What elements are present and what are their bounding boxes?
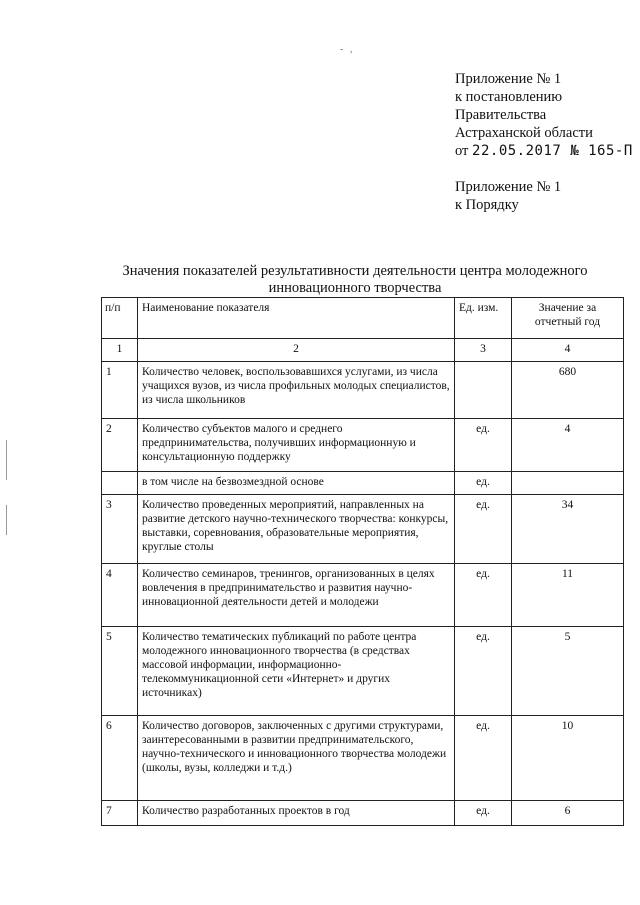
row-num: 7 xyxy=(102,801,138,826)
row-num: 5 xyxy=(102,627,138,716)
row-num: 2 xyxy=(102,419,138,472)
scan-edge-line xyxy=(6,505,7,535)
row-unit xyxy=(455,362,512,419)
indicators-table xyxy=(101,297,624,826)
row-name: Количество проведенных мероприятий, направленных на развитие детского научно-технического творчества: конкурсы, выставки, соревнования, образовательные мероприятия, круглые столы xyxy=(138,495,455,564)
row-name: Количество человек, воспользовавшихся услугами, из числа учащихся вузов, из числа профильных молодых специалистов, из числа школьников xyxy=(138,362,455,419)
row-unit: ед. xyxy=(455,419,512,472)
appendix-date-line xyxy=(455,142,633,160)
appendix-block xyxy=(455,70,633,214)
numbering-cell: 4 xyxy=(512,339,624,362)
table-row xyxy=(102,627,624,716)
table-numbering-row xyxy=(102,339,624,362)
row-unit: ед. xyxy=(455,801,512,826)
row-num: 3 xyxy=(102,495,138,564)
row-unit: ед. xyxy=(455,716,512,801)
table-header-row xyxy=(102,298,624,339)
row-unit: ед. xyxy=(455,472,512,495)
table-row xyxy=(102,801,624,826)
appendix-line: Правительства xyxy=(455,107,547,123)
row-name: в том числе на безвозмездной основе xyxy=(138,472,455,495)
row-name: Количество договоров, заключенных с другими структурами, заинтересованными в развитии предпринимательского, научно-технического и инновационного творчества молодежи (школы, вузы, колледжи и т.д.) xyxy=(138,716,455,801)
row-unit: ед. xyxy=(455,564,512,627)
appendix-line: к Порядку xyxy=(455,197,519,213)
table-row xyxy=(102,495,624,564)
row-value: 4 xyxy=(512,419,624,472)
appendix-line: к постановлению xyxy=(455,89,563,105)
row-num xyxy=(102,472,138,495)
numbering-cell: 2 xyxy=(138,339,455,362)
row-unit: ед. xyxy=(455,627,512,716)
document-title xyxy=(100,263,610,297)
row-value: 680 xyxy=(512,362,624,419)
row-value: 11 xyxy=(512,564,624,627)
row-name: Количество тематических публикаций по работе центра молодежного инновационного творчества (в средствах массовой информации, информационно-телекоммуникационной сети «Интернет» и других источниках) xyxy=(138,627,455,716)
row-name: Количество субъектов малого и среднего предпринимательства, получивших информационную и консультационную поддержку xyxy=(138,419,455,472)
header-value: Значение за отчетный год xyxy=(512,298,624,339)
row-num: 6 xyxy=(102,716,138,801)
row-value: 5 xyxy=(512,627,624,716)
appendix-line: Астраханской области xyxy=(455,125,593,141)
row-value xyxy=(512,472,624,495)
header-unit: Ед. изм. xyxy=(455,298,512,339)
row-name: Количество разработанных проектов в год xyxy=(138,801,455,826)
table-row xyxy=(102,564,624,627)
table-row xyxy=(102,419,624,472)
table-row xyxy=(102,362,624,419)
row-num: 1 xyxy=(102,362,138,419)
scan-edge-line xyxy=(6,440,7,480)
header-name: Наименование показателя xyxy=(138,298,455,339)
header-num: п/п xyxy=(102,298,138,339)
table-row xyxy=(102,716,624,801)
row-value: 10 xyxy=(512,716,624,801)
numbering-cell: 1 xyxy=(102,339,138,362)
table-row xyxy=(102,472,624,495)
row-value: 6 xyxy=(512,801,624,826)
appendix-date-prefix: от xyxy=(455,143,469,159)
appendix-line: Приложение № 1 xyxy=(455,71,562,87)
row-num: 4 xyxy=(102,564,138,627)
numbering-cell: 3 xyxy=(455,339,512,362)
title-line: Значения показателей результативности деятельности центра молодежного xyxy=(122,263,588,279)
appendix-line: Приложение № 1 xyxy=(455,179,562,195)
appendix-date: 22.05.2017 № 165-П xyxy=(472,143,633,159)
row-name: Количество семинаров, тренингов, организованных в целях вовлечения в предпринимательство и развития научно-инновационной деятельности детей и молодежи xyxy=(138,564,455,627)
row-value: 34 xyxy=(512,495,624,564)
title-line: инновационного творчества xyxy=(268,280,442,296)
scan-mark: - , xyxy=(340,44,355,55)
row-unit: ед. xyxy=(455,495,512,564)
